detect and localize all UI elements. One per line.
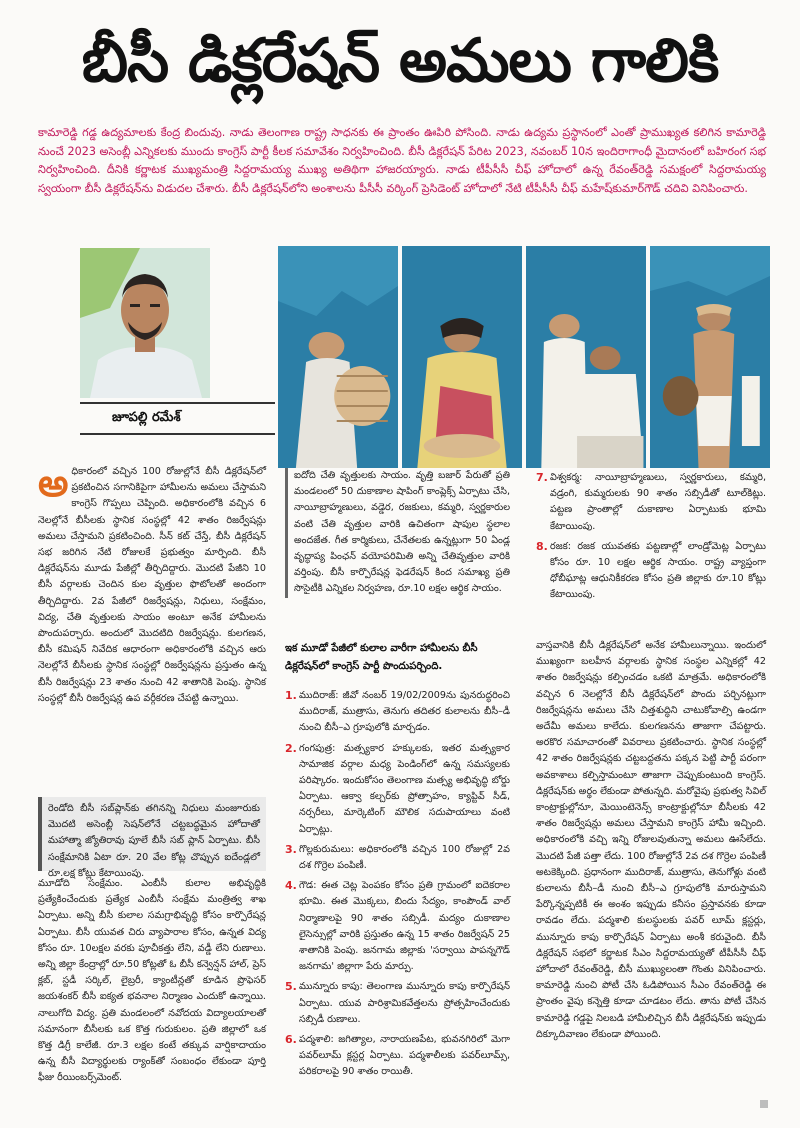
illustration-strip: [278, 246, 770, 468]
item-text: గంగపుత్ర: మత్స్యకార హక్కులకు, ఇతర మత్స్యకార సామాజిక వర్గాల మధ్య పెండింగ్‌లో ఉన్న సమస్యలకు పరిష్కారం. ఇందుకోసం తెలంగాణ మత్స్య అభివృద్ధి బోర్డు ఏర్పాటు. ఆక్వా కల్చర్‌కు ప్రోత్సాహం, క్యాప్టివ్ సీడ్, నర్సరీలు, మార్కెటింగ్ మౌలిక సదుపాయాలు వంటి ఏర్పాట్లు.: [299, 742, 510, 835]
list-item: [285, 842, 510, 874]
intro-text: కామారెడ్డి గడ్డ ఉద్యమాలకు కేంద్ర బిందువు. నాడు తెలంగాణ రాష్ట్ర సాధనకు ఈ ప్రాంతం ఊపిరి పోసింది. నాడు ఉద్యమ ప్రస్థానంలో ఎంతో ప్రాముఖ్యత కలిగిన కామారెడ్డి నుంచే 2023 అసెంబ్లీ ఎన్నికలకు ముందు కాంగ్రెస్ పార్టీ కీలక సమావేశం నిర్వహించింది. బీసీ డిక్లరేషన్ పేరిట 2023, నవంబర్ 10న ఇందిరాగాంధీ మైదానంలో బహిరంగ సభ నిర్వహించింది. దీనికి కర్ణాటక ముఖ్యమంత్రి సిద్దరామయ్య ముఖ్య అతిథిగా హాజరయ్యారు. నాడు టీపీసీసీ చీఫ్ హోదాలో ఉన్న రేవంత్‌రెడ్డి సమక్షంలో సిద్దరామయ్య స్వయంగా బీసీ డిక్లరేషన్‌ను విడుదల చేశారు. బీసీ డిక్లరేషన్‌లోని అంశాలను పీసీసీ వర్కింగ్ ప్రెసిడెంట్ హోదాలో నేటి టీపీసీసీ చీఫ్ మహేష్‌కుమార్‌గౌడ్ చదివి వినిపించారు.: [38, 126, 766, 195]
highlight-box: రెండోది బీసీ సబ్‌ప్లాన్‌కు తగినన్ని నిధులు మంజూరుకు మొదటి అసెంబ్లీ సెషన్‌లోనే చట్టబద్ధమైన హోదాతో మహాత్మా జ్యోతిరావు పూలే బీసీ సబ్ ప్లాన్ ఏర్పాటు. బీసీ సంక్షేమానికి ఏటా రూ. 20 వేల కోట్ల చొప్పున ఐదేండ్లలో రూ.లక్ష కోట్లు కేటాయింపు.: [38, 797, 266, 871]
promise-list-1: [285, 688, 510, 1118]
item-number: 7.: [536, 471, 548, 484]
byline: జూపల్లి రమేశ్: [112, 410, 181, 425]
item-number: 3.: [285, 842, 297, 856]
end-mark: [760, 1100, 768, 1108]
article-column-2: [285, 468, 510, 638]
article-column-1-continued: [38, 876, 266, 1114]
drop-cap: అ: [38, 461, 69, 505]
list-item: [536, 539, 766, 604]
item-text: రజక: రజక యువతకు పట్టణాల్లో లాండ్రోమెట్ల ఏర్పాటు కోసం రూ. 10 లక్షల ఆర్థిక సాయం. రాష్ట్ర వ్యాప్తంగా ధోబీఘాట్ల ఆధునికీకరణ కోసం ప్రతి జిల్లాకు రూ.10 కోట్లు కేటాయింపు.: [550, 540, 766, 601]
item-number: 4.: [285, 879, 297, 893]
item-text: గొల్లకురుమలు: అధికారంలోకి వచ్చిన 100 రోజుల్లో 2వ దశ గొర్రెల పంపిణీ.: [299, 843, 510, 872]
item-text: ముదిరాజ్: జీవో నంబర్ 19/02/2009ను పునరుద్ధరించి ముదిరాజ్, ముత్రాసు, తెనుగు తదితర కులాలను బీసీ–డీ నుంచి బీసీ–ఎ గ్రూపులోకి మార్చడం.: [299, 690, 510, 734]
item-text: గౌడ: ఈత చెట్ల పెంపకం కోసం ప్రతి గ్రామంలో ఐదెకరాల భూమి. ఈత మొక్కలు, బిందు సేద్యం, కాంపౌండ్ వాల్ నిర్మాణాలపై 90 శాతం సబ్సిడీ. మద్యం దుకాణాల లైసెన్సుల్లో వారికి ప్రస్తుతం ఉన్న 15 శాతం రిజర్వేషన్ 25 శాతానికి పెంపు. జనగామ జిల్లాకు 'సర్వాయి పాపన్నగౌడ్ జనగామ' జిల్లాగా పేరు మార్పు.: [299, 880, 510, 973]
byline-rule-top: [80, 402, 275, 404]
intro-paragraph: [38, 124, 766, 244]
paragraph: ధికారంలో వచ్చిన 100 రోజుల్లోనే బీసీ డిక్లరేషన్‌లో ప్రకటించిన సగానికిపైగా హామీలను అమలు చేస్తామని కాంగ్రెస్ గొప్పలు చెప్పింది. అధికారంలోకి వచ్చిన 6 నెలల్లోనే బీసీలకు స్థానిక సంస్థల్లో 42 శాతం రిజర్వేషన్లు అమలు చేస్తామని ప్రకటించింది. సీన్ కట్ చేస్తే, బీసీ డిక్లరేషన్ సభ జరిగిన నేటి రోజులకే ప్రభుత్వం మార్పింది. బీసీ డిక్లరేషన్‌ను మూడు పేజీల్లో తీర్చిదిద్దారు. మొదటి పేజీని 10 బీసీ వర్గాలకు చెందిన కుల వృత్తుల ఫొటోలతో అందంగా తీర్చిదిద్దారు. 2వ పేజీలో రిజర్వేషన్లు, నిధులు, సంక్షేమం, విద్య, చేతి వృత్తులకు సాయం అంటూ అనేక హామీలను పొందుపర్చారు. అందులో మొదటిది రిజర్వేషన్లు. కులగణన, బీసీ కమిషన్ నివేదిక ఆధారంగా అధికారంలోకి వచ్చిన ఆరు నెలల్లోనే బీసీలకు స్థానిక సంస్థల్లో రిజర్వేషన్లను ప్రస్తుతం ఉన్న బీసీ రిజర్వేషన్లు 23 శాతం నుంచి 42 శాతానికి పెంపు. స్థానిక సంస్థల్లో బీసీ రిజర్వేషన్ల ఉప వర్గీకరణ చేపట్టి ఉన్నాయి.: [38, 466, 266, 704]
item-text: పద్మశాలి: జగిత్యాల, నారాయణపేట, భువనగిరిలో మెగా పవర్‌లూమ్ క్లస్టర్ల ఏర్పాటు. పద్మశాలీలకు పవర్‌లూమ్స్, పరికరాలపై 90 శాతం రాయితీ.: [299, 1034, 510, 1078]
subheading: ఇక మూడో పేజీలో కులాల వారీగా హామీలను బీసీ డిక్లరేషన్‌లో కాంగ్రెస్ పార్టీ పొందుపర్చింది.: [285, 643, 478, 672]
paragraph: వాస్తవానికి బీసీ డిక్లరేషన్‌లో అనేక హామీలున్నాయి. ఇందులో ముఖ్యంగా బలహీన వర్గాలకు స్థానిక సంస్థల ఎన్నికల్లో 42 శాతం రిజర్వేషన్లు కల్పించడం ఒకటి మాత్రమే. అధికారంలోకి వచ్చిన 6 నెలల్లోనే బీసీ డిక్లరేషన్‌లో పొందు పర్చినట్లుగా రిజర్వేషన్లను అమలు చేసి చిత్తశుద్ధిని చాటుకోవాల్సి ఉండగా అదేమీ అమలు కాలేదు. కులగణనను తాజాగా చేపట్టారు. అరకొర సమాచారంతో వివరాలు ప్రకటించారు. స్థానిక సంస్థల్లో 42 శాతం రిజర్వేషన్లకు చట్టబద్దతను పక్కన పెట్టి పార్టీ పరంగా అవకాశాలు కల్పిస్తామంటూ తాజాగా చెప్పుకుంటుంది కాంగ్రెస్. డిక్లరేషన్‌కు అర్థం లేకుండా పోతున్నది. మరోవైపు ప్రభుత్వ సివిల్ కాంట్రాక్టుల్లోనూ, మెయింటెనెన్స్ కాంట్రాక్టుల్లోనూ బీసీలకు 42 శాతం రిజర్వేషన్లు అమలు చేస్తామని కాంగ్రెస్ హామీ ఇచ్చింది. అధికారంలోకి వచ్చి ఇన్ని రోజులవుతున్నా అమలు ఊసేలేదు. మొదటి పేజీ పత్తా లేదు. 100 రోజుల్లోనే 2వ దశ గొర్రెల పంపిణీ అటకెక్కింది. ప్రధానంగా ముదిరాజ్, ముత్రాసు, తెనుగోళ్లు వంటి కులాలను బీసీ–డీ నుంచి బీసీ–ఎ గ్రూపులోకి మారుస్తామని పేర్కొన్నప్పటికీ ఈ అంశం ఇప్పుడు కనీసం ప్రస్తావనకు కూడా రావడం లేదు. పద్మశాలి కులస్థులకు పవర్ లూమ్ క్లస్టర్లు, మున్నూరు కాపు కార్పొరేషన్ ఏర్పాటు అంశీ కరువైంది. బీసీ డిక్లరేషన్ సభలో కర్ణాటక సీఎం సిద్దరామయ్యతో టీపీసీసీ చీఫ్ హోదాలో రేవంత్‌రెడ్డి, బీసీ ముఖ్యులంతా గొంతు వినిపించారు. కామారెడ్డి నుంచి పోటీ చేసి ఓడిపోయిన సీఎం రేవంత్‌రెడ్డి ఈ ప్రాంతం వైపు కన్నెత్తి కూడా చూడటం లేదు. తాను పోటీ చేసిన కామారెడ్డి గడ్డపై నిలబడి హామీలిచ్చిన బీసీ డిక్లరేషన్‌కు ఇప్పుడు దిక్కూదివాణం లేకుండా పోయింది.: [536, 640, 766, 1040]
item-number: 8.: [536, 539, 548, 553]
article-column-3: [536, 638, 766, 1114]
item-text: మున్నూరు కాపు: తెలంగాణ మున్నూరు కాపు కార్పొరేషన్ ఏర్పాటు. యువ పారిశ్రామికవేత్తలను ప్రోత్సహించేందుకు సబ్సిడీ రుణాలు.: [299, 981, 510, 1025]
article-column-1: [38, 461, 266, 794]
item-number: 6.: [285, 1033, 297, 1047]
paragraph: ఐదోది చేతి వృత్తులకు సాయం. వృత్తి బజార్ పేరుతో ప్రతి మండలంలో 50 దుకాణాల షాపింగ్ కాంప్లెక్స్ ఏర్పాటు చేసి, నాయీబ్రాహ్మణులు, వడ్డెర, రజకులు, కమ్మరి, స్వర్ణకారుల వంటి చేతి వృత్తుల వారికి ఉచితంగా షాపుల స్థలాల అందజేత. గీత కార్మికులు, చేనేతలకు ఉన్నట్లుగా 50 ఏండ్ల వృద్ధాప్య పింఛన్ వయోపరిమితి అన్ని చేతివృత్తుల వారికి వర్తింపు. బీసీ కార్పొరేషన్ల ఫెడరేషన్ కింద సమాఖ్య ప్రతి సొసైటీకి ఎన్నికల నిర్వహణ, రూ.10 లక్షల ఆర్థిక సాయం.: [285, 468, 510, 598]
list-item: [285, 878, 510, 975]
promise-list-2: [536, 470, 766, 630]
illustration-woman-weaver: [402, 246, 522, 468]
paragraph: మూడోది సంక్షేమం. ఎంబీసీ కులాల అభివృద్ధికి ప్రత్యేకించేందుకు ప్రత్యేక ఎంబీసీ సంక్షేమ మంత్రిత్వ శాఖ ఏర్పాటు. అన్ని బీసీ కులాల సమగ్రాభివృద్ధి కోసం కార్పొరేషన్ల ఏర్పాటు. బీసీ యువత చిరు వ్యాపారాల కోసం, ఉన్నత విద్య కోసం రూ. 10లక్షల వరకు పూచీకత్తు లేని, వడ్డీ లేని రుణాలు. అన్ని జిల్లా కేంద్రాల్లో రూ.50 కోట్లతో ఓ బీసీ కన్వెన్షన్ హాల్, ప్రెస్ క్లబ్, స్టడీ సర్కిల్, లైబ్రరీ, క్యాంటీన్లతో కూడిన ప్రొఫెసర్ జయశంకర్ బీసీ ఐక్యత భవనాల నిర్మాణం ఎందుకో ఉన్నాయి. నాలుగోది విద్య. ప్రతి మండలంలో నవోదయ విద్యాలయాలతో సమానంగా బీసీలకు ఒక కొత్త గురుకులం. ప్రతి జిల్లాలో ఒక కొత్త డిగ్రీ కాలేజీ. రూ.3 లక్షల కంటే తక్కువ వార్షికాదాయం ఉన్న బీసీ విద్యార్థులకు ర్యాంక్‌తో సంబంధం లేకుండా పూర్తి ఫీజు రీయింబర్స్‌మెంట్.: [38, 878, 266, 1084]
byline-rule-bottom: [80, 433, 275, 435]
list-item: [285, 979, 510, 1028]
illustration-barber: [526, 246, 646, 468]
illustration-basket-weaver: [278, 246, 398, 468]
item-text: విశ్వకర్మ: నాయీబ్రాహ్మణులు, స్వర్ణకారులు, కమ్మరి, వడ్రంగి, కుమ్మరులకు 90 శాతం సబ్సిడీతో టూల్‌కిట్లు. పట్టణ ప్రాంతాల్లో దుకాణాల ఏర్పాటుకు భూమి కేటాయింపు.: [550, 472, 766, 532]
list-item: [285, 688, 510, 737]
list-item: [285, 1032, 510, 1081]
item-number: 5.: [285, 980, 297, 994]
illustration-washerman: [650, 246, 770, 468]
item-number: 1.: [285, 689, 297, 702]
list-item: [536, 470, 766, 535]
list-item: [285, 741, 510, 838]
author-photo: [80, 248, 210, 398]
item-number: 2.: [285, 741, 297, 755]
headline: బీసీ డిక్లరేషన్ అమలు గాలికి: [81, 26, 719, 96]
